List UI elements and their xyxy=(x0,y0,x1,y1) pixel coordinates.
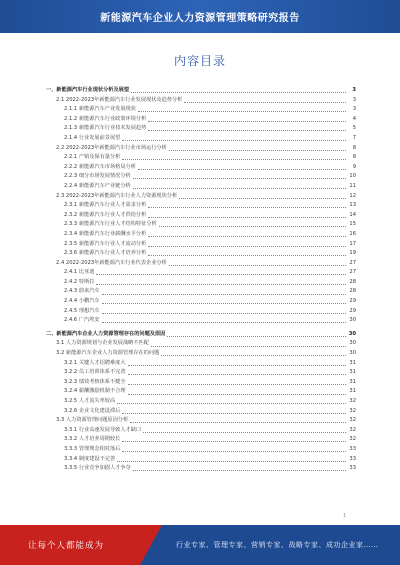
toc-entry[interactable] xyxy=(46,259,356,269)
toc-entry-label: 二、新能源汽车企业人力资源管理存在的问题及原因 xyxy=(46,330,166,337)
toc-leader-dots xyxy=(148,246,346,247)
toc-leader-dots xyxy=(102,294,346,295)
toc-entry-page: 3 xyxy=(352,96,356,103)
toc-entry-label: 2.2 2022-2023年新能源汽车行业市场运行分析 xyxy=(56,144,167,151)
toc-entry-page: 30 xyxy=(349,340,356,347)
toc-leader-dots xyxy=(117,461,346,462)
toc-leader-dots xyxy=(102,313,346,314)
toc-entry-page: 3 xyxy=(352,87,356,93)
toc-leader-dots xyxy=(133,188,346,189)
toc-leader-dots xyxy=(128,365,346,366)
toc-entry-page: 19 xyxy=(349,250,356,257)
footer-banner xyxy=(0,525,400,565)
toc-leader-dots xyxy=(131,92,346,93)
table-of-contents xyxy=(46,86,356,474)
toc-entry-label: 2.2.3 细分市场发展情况分析 xyxy=(64,173,131,180)
toc-leader-dots xyxy=(122,441,346,442)
toc-entry[interactable] xyxy=(46,163,356,173)
toc-entry-label: 3.2.3 绩效考核体系不健全 xyxy=(64,378,126,385)
toc-leader-dots xyxy=(148,207,346,208)
toc-entry-label: 2.1.4 行业发展前景展望 xyxy=(64,134,121,141)
toc-entry-label: 2.3.3 新能源汽车行业人才结构特征分析 xyxy=(64,221,157,228)
toc-entry-label: 3.3.2 人才培养周期较长 xyxy=(64,436,121,443)
toc-entry-page: 31 xyxy=(349,359,356,366)
toc-entry-page: 27 xyxy=(349,269,356,276)
toc-leader-dots xyxy=(167,336,346,337)
toc-entry-label: 3.2.4 薪酬激励机制不合理 xyxy=(64,388,126,395)
toc-entry-label: 2.3.5 新能源汽车行业人才流动分析 xyxy=(64,240,147,247)
toc-entry[interactable] xyxy=(46,86,356,96)
toc-leader-dots xyxy=(128,374,346,375)
toc-entry-page: 32 xyxy=(349,426,356,433)
toc-entry[interactable] xyxy=(46,455,356,465)
toc-entry[interactable] xyxy=(46,192,356,202)
toc-entry-page: 30 xyxy=(349,350,356,357)
toc-entry-label: 2.4.2 特斯拉 xyxy=(64,278,95,285)
toc-entry-label: 2.2.4 新能源汽车产业链分析 xyxy=(64,182,131,189)
toc-leader-dots xyxy=(96,274,346,275)
toc-entry[interactable] xyxy=(46,105,356,115)
toc-entry-page: 33 xyxy=(349,455,356,462)
toc-leader-dots xyxy=(130,422,346,423)
report-title: 新能源汽车企业人力资源管理策略研究报告 xyxy=(100,13,300,24)
toc-leader-dots xyxy=(122,140,346,141)
toc-entry-label: 2.3 2022-2023年新能源汽车行业人力资源现状分析 xyxy=(56,192,178,199)
toc-entry-label: 2.4.4 小鹏汽车 xyxy=(64,298,100,305)
toc-entry[interactable] xyxy=(46,378,356,388)
toc-entry-page: 32 xyxy=(349,417,356,424)
toc-entry-label: 2.1 2022-2023年新能源汽车行业发展现状及趋势分析 xyxy=(56,96,183,103)
toc-entry-page: 12 xyxy=(349,192,356,199)
toc-entry[interactable] xyxy=(46,368,356,378)
page-number: 1 xyxy=(343,513,347,519)
toc-entry-label: 2.3.4 新能源汽车行业薪酬水平分析 xyxy=(64,230,147,237)
toc-entry-label: 3.2 新能源汽车企业人力资源管理存在的问题 xyxy=(56,350,160,357)
toc-entry-page: 32 xyxy=(349,398,356,404)
toc-leader-dots xyxy=(169,150,346,151)
toc-leader-dots xyxy=(128,394,346,395)
toc-entry-label: 3.2.2 员工培训体系不完善 xyxy=(64,369,126,376)
toc-entry-label: 3.3.1 行业高速发展导致人才缺口 xyxy=(64,426,142,433)
toc-entry[interactable] xyxy=(46,115,356,125)
toc-entry-page: 16 xyxy=(349,230,356,237)
toc-leader-dots xyxy=(148,217,346,218)
toc-entry[interactable] xyxy=(46,416,356,426)
footer-red-triangle xyxy=(140,525,162,565)
toc-leader-dots xyxy=(122,451,346,452)
toc-entry-label: 2.4.5 理想汽车 xyxy=(64,307,100,314)
toc-entry-page: 17 xyxy=(349,240,356,247)
toc-leader-dots xyxy=(151,346,346,347)
toc-entry-label: 2.1.2 新能源汽车行业政策环境分析 xyxy=(64,115,147,122)
toc-entry-page: 31 xyxy=(349,378,356,385)
toc-entry[interactable] xyxy=(46,153,356,163)
toc-entry-page: 11 xyxy=(349,182,356,189)
toc-entry[interactable] xyxy=(46,339,356,349)
toc-leader-dots xyxy=(102,303,346,304)
toc-leader-dots xyxy=(179,198,346,199)
toc-leader-dots xyxy=(122,413,346,414)
toc-entry-page: 15 xyxy=(349,221,356,228)
toc-entry-page: 30 xyxy=(349,317,356,324)
toc-entry-label: 2.4.6 广汽埃安 xyxy=(64,317,100,324)
toc-entry-page: 29 xyxy=(349,307,356,314)
toc-entry-page: 27 xyxy=(349,259,356,266)
toc-entry[interactable] xyxy=(46,249,356,259)
toc-entry[interactable] xyxy=(46,349,356,359)
toc-entry[interactable] xyxy=(46,426,356,436)
toc-entry[interactable] xyxy=(46,397,356,407)
toc-entry-label: 3.3.3 管理理念相对落后 xyxy=(64,445,121,452)
toc-entry-label: 2.4.1 比亚迪 xyxy=(64,269,95,276)
top-banner xyxy=(0,0,400,33)
toc-entry[interactable] xyxy=(46,435,356,445)
toc-entry[interactable] xyxy=(46,268,356,278)
footer-slogan: 让每个人都能成为 xyxy=(28,541,105,551)
toc-leader-dots xyxy=(148,236,346,237)
toc-leader-dots xyxy=(102,322,346,323)
toc-entry[interactable] xyxy=(46,240,356,250)
toc-entry-page: 32 xyxy=(349,407,356,414)
toc-entry-page: 31 xyxy=(349,369,356,376)
toc-entry[interactable] xyxy=(46,172,356,182)
toc-entry-label: 2.1.1 新能源汽车产业发展现状 xyxy=(64,106,136,113)
toc-entry-page: 29 xyxy=(349,298,356,305)
toc-leader-dots xyxy=(169,265,346,266)
toc-entry-page: 14 xyxy=(349,211,356,218)
toc-entry[interactable] xyxy=(46,182,356,192)
toc-entry-label: 2.1.3 新能源汽车行业技术发展趋势 xyxy=(64,125,147,132)
toc-entry-label: 2.3.6 新能源汽车行业人才培养分析 xyxy=(64,250,147,257)
toc-entry-page: 28 xyxy=(349,278,356,285)
toc-entry-page: 3 xyxy=(352,106,356,113)
toc-leader-dots xyxy=(161,355,346,356)
footer-tags: 行业专家、管理专家、营销专家、战略专家、成功企业家…… xyxy=(176,541,379,549)
toc-leader-dots xyxy=(148,130,346,131)
toc-entry-label: 3.1 人力资源规划与企业发展战略不匹配 xyxy=(56,340,149,347)
toc-entry-label: 3.3.5 行业竞争加剧人才争夺 xyxy=(64,465,131,472)
toc-entry-label: 3.3.4 制度建设不完善 xyxy=(64,455,116,462)
toc-entry-page: 10 xyxy=(349,173,356,180)
toc-entry-page: 13 xyxy=(349,202,356,209)
toc-entry-label: 2.3.1 新能源汽车行业人才需求分析 xyxy=(64,202,147,209)
toc-entry-label: 2.4.3 蔚来汽车 xyxy=(64,288,100,295)
toc-entry-label: 2.2.1 产销及保有量分析 xyxy=(64,154,121,161)
toc-entry-page: 5 xyxy=(352,125,356,132)
toc-entry[interactable] xyxy=(46,211,356,221)
toc-entry-page: 9 xyxy=(352,163,356,170)
toc-leader-dots xyxy=(138,111,346,112)
toc-entry-label: 3.2.6 企业文化建设滞后 xyxy=(64,407,121,414)
toc-entry[interactable] xyxy=(46,307,356,317)
toc-entry-page: 32 xyxy=(349,436,356,443)
toc-entry[interactable] xyxy=(46,134,356,144)
toc-leader-dots xyxy=(138,169,346,170)
toc-entry-page: 31 xyxy=(349,388,356,395)
toc-entry[interactable] xyxy=(46,316,356,326)
toc-heading: 内容目录 xyxy=(173,54,226,68)
toc-entry[interactable] xyxy=(46,124,356,134)
toc-entry[interactable] xyxy=(46,464,356,474)
toc-leader-dots xyxy=(148,255,346,256)
toc-entry-label: 3.3 人力资源管理问题原因分析 xyxy=(56,417,129,424)
toc-entry-page: 33 xyxy=(349,465,356,472)
toc-leader-dots xyxy=(159,226,346,227)
toc-entry[interactable] xyxy=(46,220,356,230)
toc-entry[interactable] xyxy=(46,330,356,340)
toc-entry[interactable] xyxy=(46,96,356,106)
toc-leader-dots xyxy=(117,403,346,404)
toc-leader-dots xyxy=(133,470,346,471)
toc-entry[interactable] xyxy=(46,201,356,211)
toc-entry-page: 7 xyxy=(352,134,356,141)
toc-entry[interactable] xyxy=(46,278,356,288)
toc-entry[interactable] xyxy=(46,407,356,417)
toc-entry-label: 2.3.2 新能源汽车行业人才供给分析 xyxy=(64,211,147,218)
toc-leader-dots xyxy=(143,432,346,433)
toc-entry-label: 一、新能源汽车行业现状分析及展望 xyxy=(46,87,130,93)
toc-leader-dots xyxy=(96,284,346,285)
toc-leader-dots xyxy=(122,159,346,160)
toc-entry-page: 4 xyxy=(352,115,356,122)
toc-entry[interactable] xyxy=(46,359,356,369)
toc-leader-dots xyxy=(148,121,346,122)
toc-leader-dots xyxy=(128,384,346,385)
toc-entry-page: 33 xyxy=(349,445,356,452)
toc-entry[interactable] xyxy=(46,230,356,240)
toc-entry-label: 2.2.2 新能源汽车市场格局分析 xyxy=(64,163,136,170)
toc-entry[interactable] xyxy=(46,297,356,307)
toc-entry-label: 3.2.5 人才流失率较高 xyxy=(64,398,116,404)
toc-entry[interactable] xyxy=(46,144,356,154)
toc-entry[interactable] xyxy=(46,445,356,455)
toc-entry-page: 30 xyxy=(348,330,356,337)
toc-leader-dots xyxy=(133,178,346,179)
toc-entry[interactable] xyxy=(46,387,356,397)
toc-entry-page: 8 xyxy=(352,144,356,151)
toc-leader-dots xyxy=(184,102,346,103)
toc-entry-label: 3.2.1 关键人才招聘难度大 xyxy=(64,359,126,366)
toc-entry-page: 28 xyxy=(349,288,356,295)
toc-entry[interactable] xyxy=(46,287,356,297)
toc-entry-label: 2.4 2022-2023年新能源汽车行业代表企业分析 xyxy=(56,259,167,266)
toc-entry-page: 8 xyxy=(352,154,356,161)
